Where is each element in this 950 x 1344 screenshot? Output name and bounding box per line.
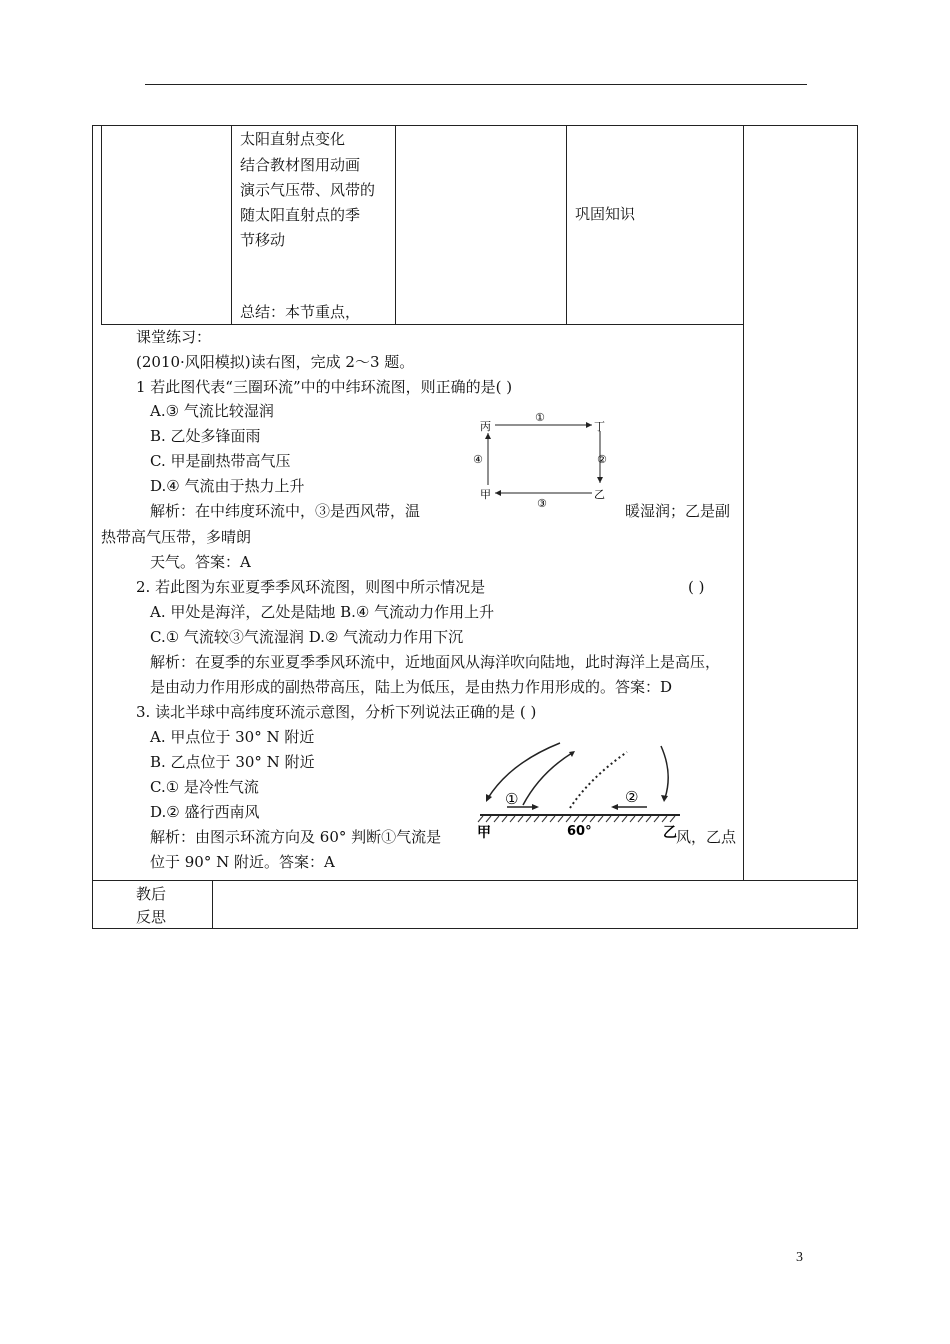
question-3-option: D.② 盛行西南风 [150,803,260,821]
header-rule [145,84,807,85]
diagram-label-bing: 丙 [480,420,491,433]
teaching-step-line: 节移动 [240,231,286,249]
question-1-option: D.④ 气流由于热力上升 [150,477,305,495]
page-number: 3 [796,1250,803,1265]
teaching-step-line: 太阳直射点变化 [240,130,346,148]
question-1-stem: 1 若此图代表“三圈环流”中的中纬环流图，则正确的是( ) [136,378,513,396]
diagram2-label-jia: 甲 [477,825,491,841]
teaching-step-line: 演示气压带、风带的 [240,181,376,199]
col-divider [566,125,567,325]
exercise-right-border [743,324,744,880]
question-3-option: B. 乙点位于 30° N 附近 [150,753,315,771]
question-2-options: A. 甲处是海洋，乙处是陆地 B.④ 气流动力作用上升 [150,603,495,621]
question-1-analysis: 解析：在中纬度环流中，③是西风带，温 [150,502,421,520]
col-divider [231,125,232,325]
teaching-step-line: 随太阳直射点的季 [240,206,361,224]
question-1-analysis: 暖湿润；乙是副 [625,502,731,520]
diagram-label-ding: 丁 [594,420,605,433]
circulation-diagram [470,403,620,513]
question-3-answer: 位于 90° N 附近。答案：A [150,853,335,871]
col-divider [743,125,744,325]
question-3-analysis: 解析：由图示环流方向及 60° 判断①气流是 [150,828,442,846]
purpose-text: 巩固知识 [575,205,636,223]
question-1-option: C. 甲是副热带高气压 [150,452,291,470]
teaching-step-line: 结合教材图用动画 [240,156,361,174]
question-1-analysis: 热带高气压带，多晴朗 [101,528,252,546]
question-1-option: A.③ 气流比较湿润 [150,402,274,420]
col-divider [212,880,213,929]
exercise-source: (2010·风阳模拟)读右图，完成 2～3 题。 [136,353,415,371]
diagram-arrow-1: ① [535,411,545,424]
table-inner-left-border [101,125,102,325]
diagram2-label-yi: 乙 [663,825,677,841]
diagram-label-jia: 甲 [480,488,491,501]
diagram-arrow-3: ③ [537,497,547,510]
question-2-stem: 2. 若此图为东亚夏季季风环流图，则图中所示情况是 [136,578,486,596]
question-1-answer: 天气。答案：A [150,553,251,571]
question-2-options: C.① 气流较③气流湿润 D.② 气流动力作用下沉 [150,628,464,646]
diagram2-label-60: 60° [567,824,592,839]
summary-text: 总结：本节重点， [240,303,361,321]
question-3-option: C.① 是冷性气流 [150,778,259,796]
exercise-heading: 课堂练习： [136,328,212,346]
question-3-analysis: 风，乙点 [676,828,737,846]
row-divider [92,880,858,881]
diagram-label-yi: 乙 [594,488,605,501]
diagram2-arrow-2: ② [625,788,639,806]
question-2-analysis: 解析：在夏季的东亚夏季季风环流中，近地面风从海洋吹向陆地，此时海洋上是高压， [150,653,721,671]
question-2-paren: ( ) [688,578,705,596]
row-divider [101,324,744,325]
question-3-stem: 3. 读北半球中高纬度环流示意图，分析下列说法正确的是 ( ) [136,703,537,721]
diagram-arrow-4: ④ [473,453,483,466]
diagram2-arrow-1: ① [505,790,519,808]
question-3-option: A. 甲点位于 30° N 附近 [150,728,315,746]
reflection-label: 反思 [136,908,167,926]
diagram-arrow-2: ② [597,453,607,466]
latitude-circulation-diagram [475,738,685,848]
question-2-analysis: 是由动力作用形成的副热带高压，陆上为低压，是由热力作用形成的。答案：D [150,678,673,696]
reflection-label: 教后 [136,885,167,903]
question-1-option: B. 乙处多锋面雨 [150,427,261,445]
col-divider [395,125,396,325]
